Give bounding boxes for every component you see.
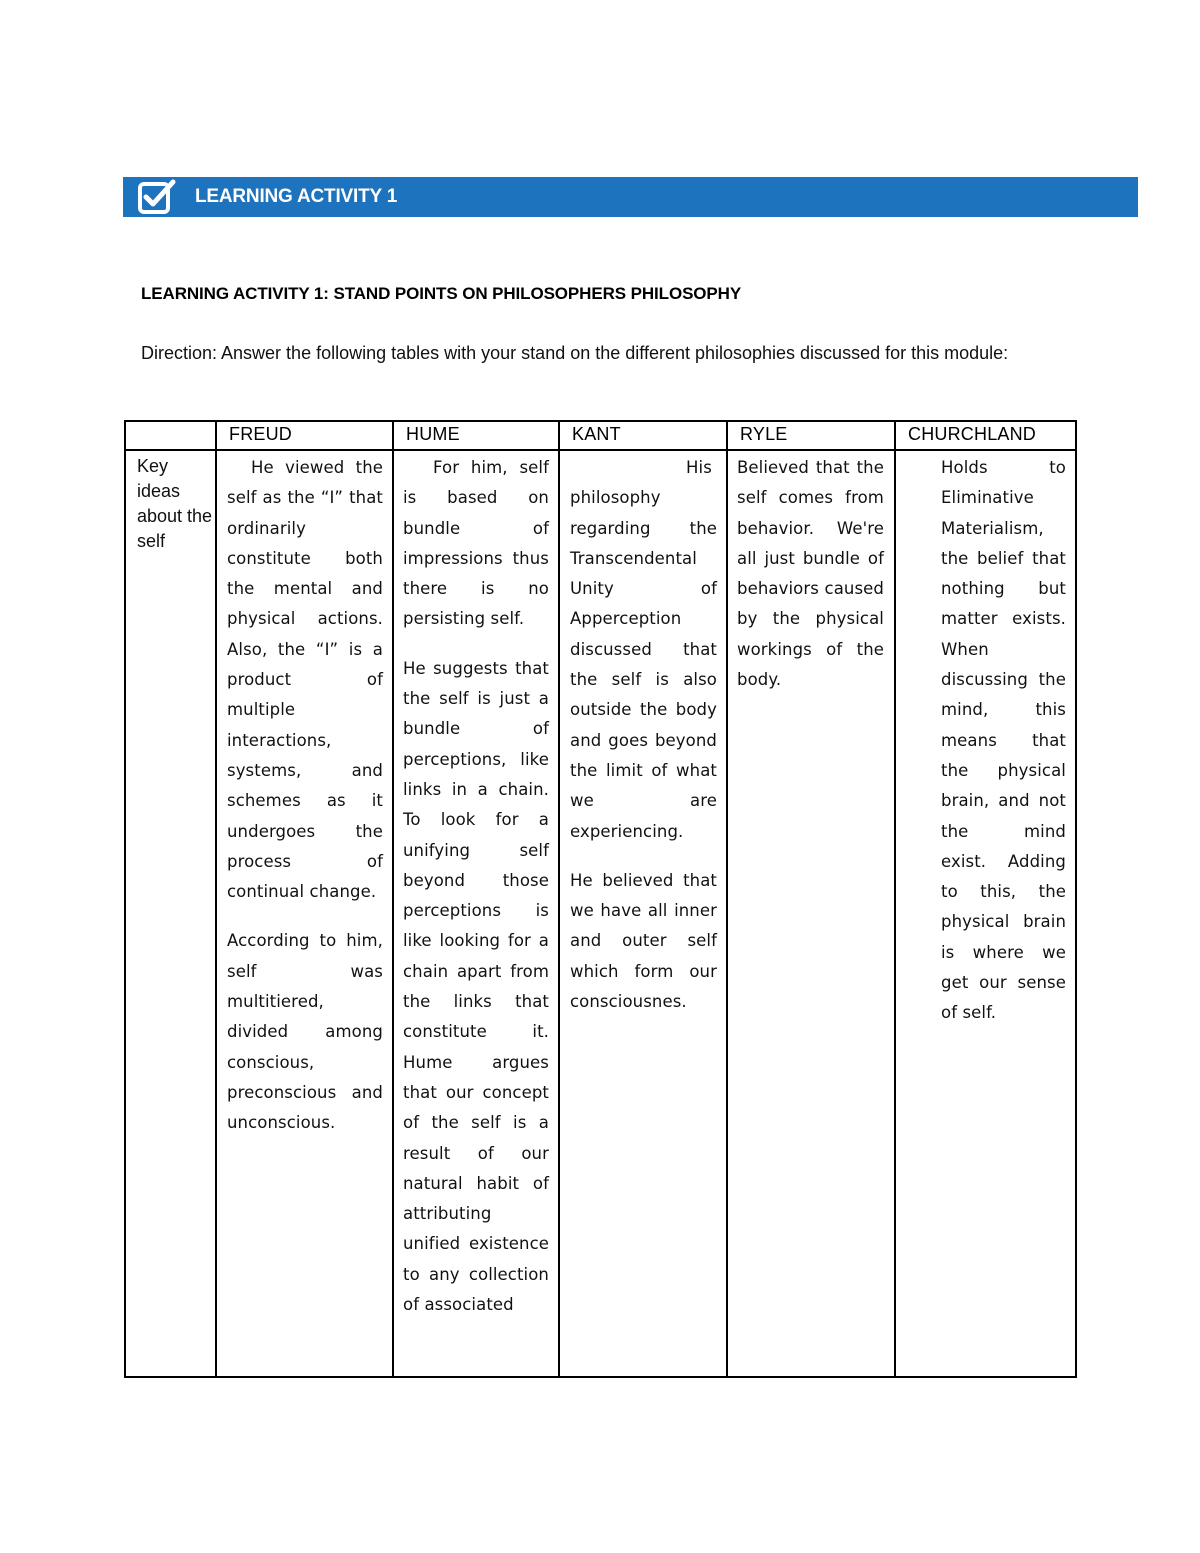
header-cell-freud [216,421,393,450]
cell-paragraph: For him, self is based on bundle of impressions thus there is no persisting self. [403,458,549,629]
cell-churchland [895,450,1076,1377]
activity-banner [123,177,1138,217]
table-header-row [125,421,1076,450]
header-cell-ryle [727,421,895,450]
cell-paragraph: He viewed the self as the “I” that ordinarily constitute both the mental and physical actions. Also, the “I” is a product of multiple interactions, systems, and schemes as it undergoes the process of continual change. [227,458,383,902]
cell-paragraph: According to him, self was multitiered, divided among conscious, preconscious and unconscious. [227,931,383,1133]
cell-hume [393,450,559,1377]
cell-freud [216,450,393,1377]
direction-text: Direction: Answer the following tables with your stand on the different philosophies discussed for this module: [141,343,1009,363]
cell-paragraph: Believed that the self comes from behavior. We're all just bundle of behaviors caused by the physical workings of the body. [737,458,884,690]
header-cell-hume [393,421,559,450]
column-header: HUME [406,424,460,444]
cell-paragraph: His philosophy regarding the Transcendental Unity of Apperception discussed that the self is also outside the body and goes beyond the limit of what we are experiencing. [570,458,717,841]
column-header: CHURCHLAND [908,424,1037,444]
row-label: Key ideas about the self [125,450,216,1377]
column-header: RYLE [740,424,788,444]
activity-heading: LEARNING ACTIVITY 1: STAND POINTS ON PHILOSOPHERS PHILOSOPHY [141,284,742,303]
cell-ryle [727,450,895,1377]
philosophers-table [124,420,1077,1378]
checkbox-check-icon [137,178,177,216]
cell-kant [559,450,727,1377]
header-cell-kant [559,421,727,450]
table-row-key-ideas [125,450,1076,1377]
header-cell-churchland [895,421,1076,450]
header-empty-cell [125,421,216,450]
cell-paragraph: Holds to Eliminative Materialism, the belief that nothing but matter exists. When discussing the mind, this means that the physical brain, and not the mind exist. Adding to this, the physical brain is where we get our sense of self. [941,458,1066,1023]
column-header: KANT [572,424,621,444]
banner-title: LEARNING ACTIVITY 1 [195,186,398,207]
cell-paragraph: He believed that we have all inner and outer self which form our consciousnes. [570,870,717,1012]
cell-paragraph: He suggests that the self is just a bundle of perceptions, like links in a chain. To look for a unifying self beyond those perceptions is like looking for a chain apart from the links that constitute it. Hume argues that our concept of the self is a result of our natural habit of attributing unified existence to any collection of associated [403,658,549,1315]
column-header: FREUD [229,424,292,444]
